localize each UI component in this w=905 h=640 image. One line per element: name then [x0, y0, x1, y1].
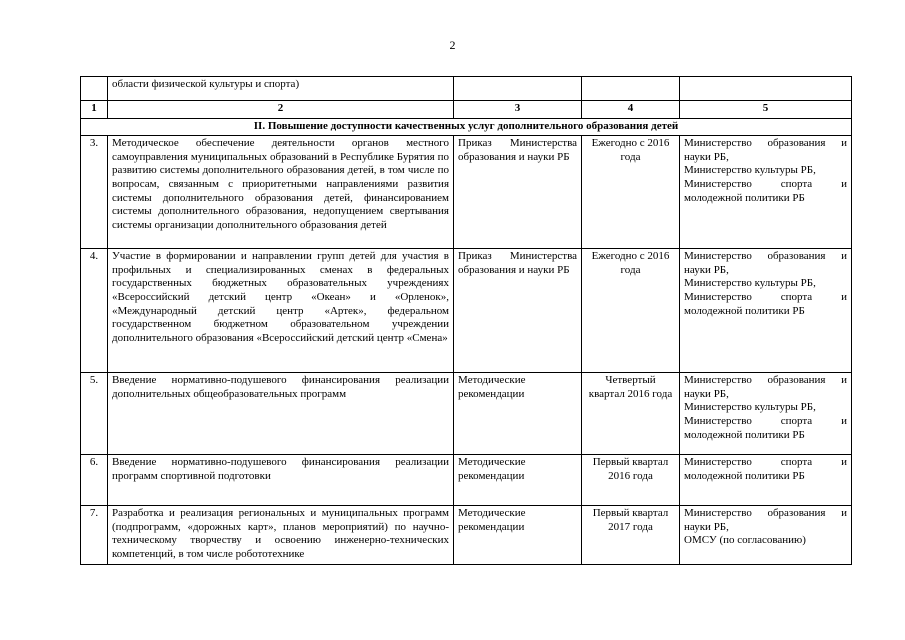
- table-row: [81, 373, 852, 455]
- row-number: 3.: [81, 136, 108, 249]
- section-title: II. Повышение доступности качественных услуг дополнительного образования детей: [81, 118, 852, 136]
- responsible-org: Министерство культуры РБ,: [684, 401, 816, 414]
- table-row: [81, 455, 852, 506]
- responsible-org: Министерство образования и науки РБ,: [684, 137, 847, 163]
- responsible-cell: [680, 249, 852, 373]
- document-type: Приказ Министерства образования и науки РБ: [454, 136, 582, 249]
- responsible-org: Министерство спорта и молодежной политики РБ: [684, 290, 847, 317]
- document-type: Методические рекомендации: [454, 373, 582, 455]
- continuation-row: [81, 77, 852, 101]
- column-number-2: 2: [108, 101, 454, 119]
- row-number: 6.: [81, 455, 108, 506]
- table-row: [81, 136, 852, 249]
- row-number: 7.: [81, 506, 108, 564]
- responsible-org: Министерство образования и науки РБ,: [684, 374, 847, 400]
- measure-text: Участие в формировании и направлении групп детей для участия в профильных и специализированных сменах в федеральных государственных бюджетных образовательных учреждениях «Всероссийский детский центр «Океан» и «Орленок», «Международный детский центр «Артек», федеральном государственном бюджетном образовательном учреждении дополнительного образования «Всероссийский детский центр «Смена»: [108, 249, 454, 373]
- deadline: Ежегодно с 2016 года: [582, 136, 680, 249]
- measure-text: Введение нормативно-подушевого финансирования реализации дополнительных общеобразовательных программ: [108, 373, 454, 455]
- document-type: Методические рекомендации: [454, 455, 582, 506]
- responsible-cell: [680, 455, 852, 506]
- deadline: Четвертый квартал 2016 года: [582, 373, 680, 455]
- measure-text: Введение нормативно-подушевого финансирования реализации программ спортивной подготовки: [108, 455, 454, 506]
- action-plan-table: [80, 76, 852, 565]
- responsible-org: Министерство культуры РБ,: [684, 277, 816, 290]
- document-type: Приказ Министерства образования и науки РБ: [454, 249, 582, 373]
- responsible-org: Министерство образования и науки РБ,: [684, 507, 847, 533]
- deadline: Первый квартал 2017 года: [582, 506, 680, 564]
- column-number-4: 4: [582, 101, 680, 119]
- page-number: 2: [449, 38, 456, 52]
- section-heading-row: [81, 118, 852, 136]
- table-row: [81, 506, 852, 564]
- measure-text: Разработка и реализация региональных и муниципальных программ (подпрограмм, «дорожных карт», планов мероприятий) по научно-техническому творчеству и освоению инженерно-технических компетенций, в том числе робототехнике: [108, 506, 454, 564]
- responsible-org: Министерство культуры РБ,: [684, 164, 816, 177]
- column-number-5: 5: [680, 101, 852, 119]
- responsible-org: Министерство образования и науки РБ,: [684, 250, 847, 276]
- column-number-3: 3: [454, 101, 582, 119]
- table-row: [81, 249, 852, 373]
- deadline: Ежегодно с 2016 года: [582, 249, 680, 373]
- responsible-cell: [680, 506, 852, 564]
- responsible-cell: [680, 373, 852, 455]
- deadline: Первый квартал 2016 года: [582, 455, 680, 506]
- responsible-org: Министерство спорта и молодежной политики РБ: [684, 177, 847, 204]
- column-number-row: [81, 101, 852, 119]
- responsible-cell: [680, 136, 852, 249]
- document-type: Методические рекомендации: [454, 506, 582, 564]
- row-number: 4.: [81, 249, 108, 373]
- column-number-1: 1: [81, 101, 108, 119]
- measure-text: Методическое обеспечение деятельности органов местного самоуправления муниципальных образований в Республике Бурятия по развитию системы дополнительного образования детей, в том числе по вопросам, связанным с приоритетными направлениями развития системы дополнительного образования детей, финансированием системы дополнительного образования, недопущением свертывания системы организации дополнительного образования детей: [108, 136, 454, 249]
- responsible-org: ОМСУ (по согласованию): [684, 534, 806, 547]
- continuation-num-cell: [81, 77, 108, 101]
- continuation-document-cell: [454, 77, 582, 101]
- responsible-org: Министерство спорта и молодежной политики РБ: [684, 414, 847, 441]
- continuation-term-cell: [582, 77, 680, 101]
- responsible-org: Министерство спорта и молодежной политики РБ: [684, 456, 847, 482]
- continuation-text: области физической культуры и спорта): [108, 77, 454, 101]
- row-number: 5.: [81, 373, 108, 455]
- continuation-responsible-cell: [680, 77, 852, 101]
